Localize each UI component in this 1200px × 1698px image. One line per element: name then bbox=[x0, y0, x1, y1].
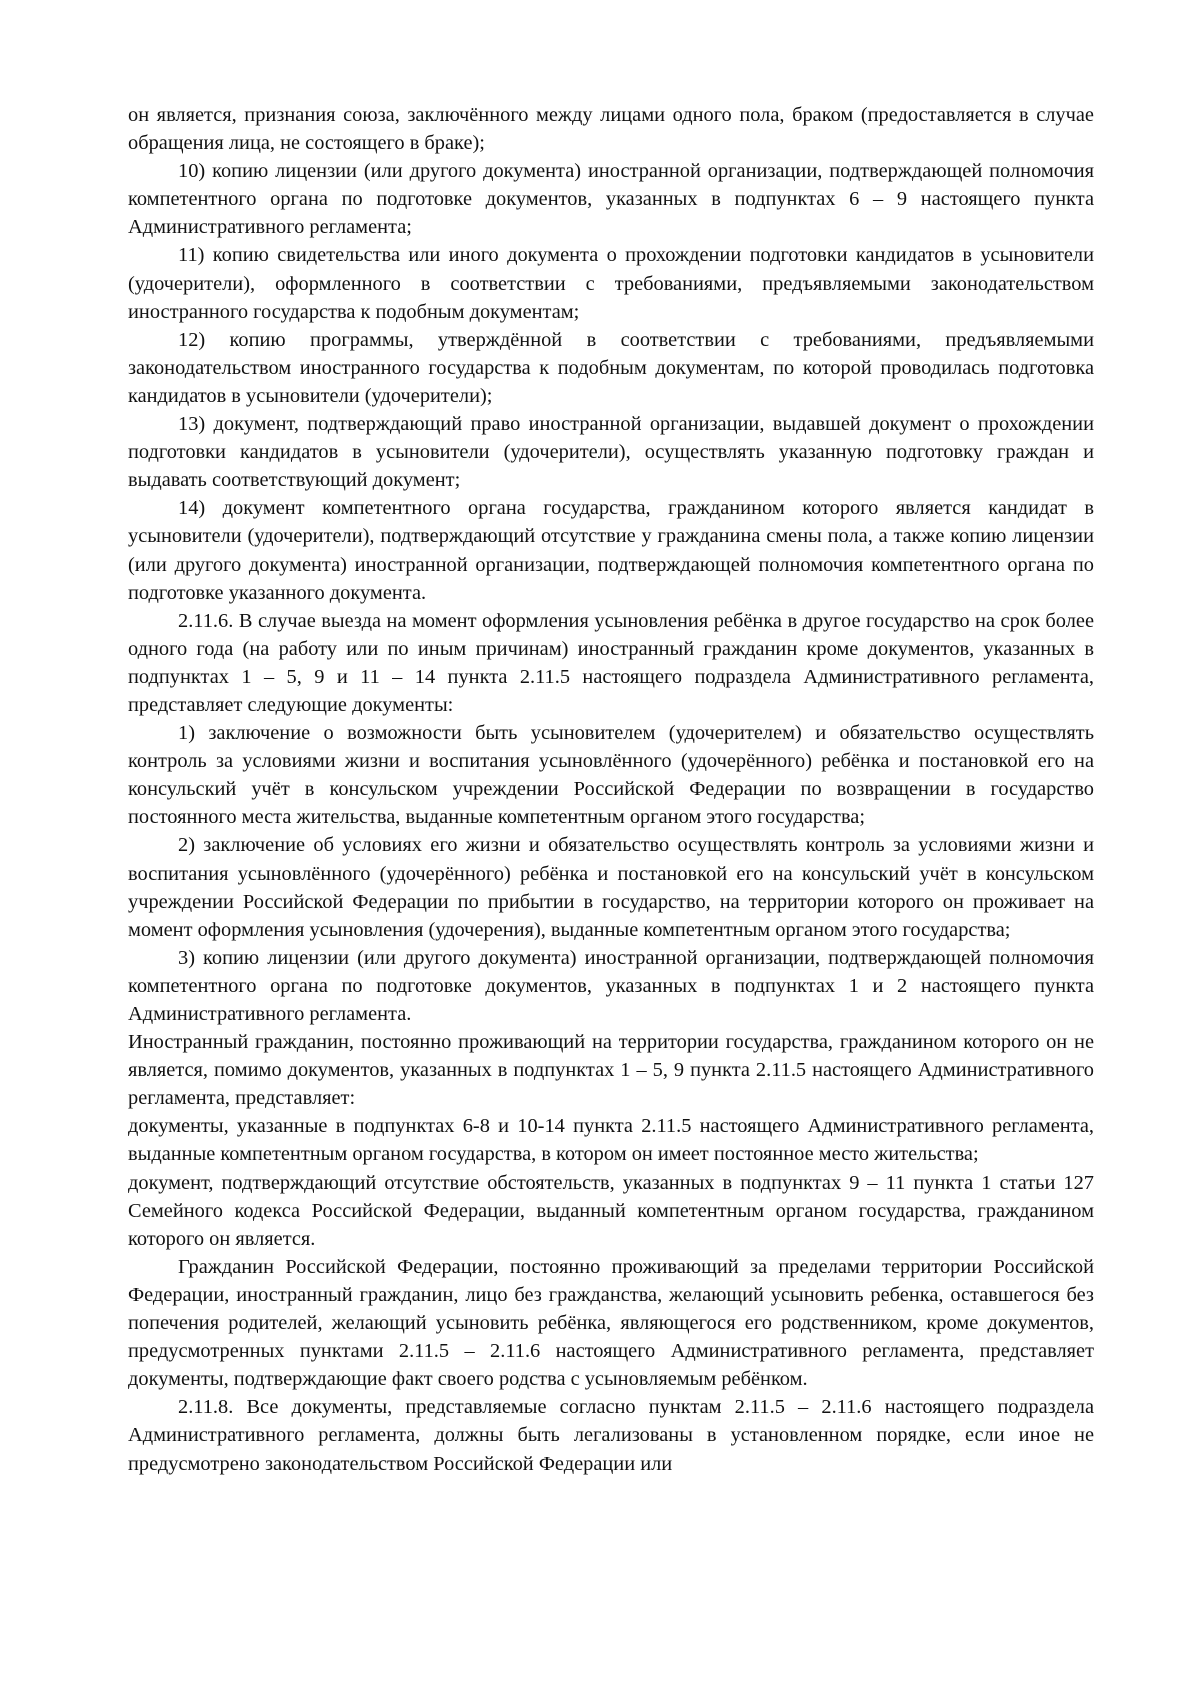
paragraph-subitem-2: 2) заключение об условиях его жизни и обязательство осуществлять контроль за условиями жизни и воспитания усыновлённого (удочерённого) ребёнка и постановкой его на консульский учёт в консульском учреждении Российской Федерации по прибытии в государство, на территории которого он проживает на момент оформления усыновления (удочерения), выданные компетентным органом этого государства; bbox=[128, 834, 1094, 941]
paragraph-documents-6-8: документы, указанные в подпунктах 6-8 и 10-14 пункта 2.11.5 настоящего Административного регламента, выданные компетентным органом государства, в котором он имеет постоянное место жительства; bbox=[128, 1115, 1094, 1166]
paragraph-subitem-1: 1) заключение о возможности быть усыновителем (удочерителем) и обязательство осуществлять контроль за условиями жизни и воспитания усыновлённого (удочерённого) ребёнка и постановкой его на консульский учёт в консульском учреждении Российской Федерации по возвращении в государство постоянного места жительства, выданные компетентным органом этого государства; bbox=[128, 722, 1094, 829]
paragraph-subitem-3: 3) копию лицензии (или другого документа) иностранной организации, подтверждающей полномочия компетентного органа по подготовке документов, указанных в подпунктах 1 и 2 настоящего пункта Административного регламента. bbox=[128, 946, 1094, 1025]
paragraph-foreign-citizen: Иностранный гражданин, постоянно проживающий на территории государства, гражданином которого он не является, помимо документов, указанных в подпунктах 1 – 5, 9 пункта 2.11.5 настоящего Административного регламента, представляет: bbox=[128, 1031, 1094, 1110]
paragraph-document-absence: документ, подтверждающий отсутствие обстоятельств, указанных в подпунктах 9 – 11 пункта 1 статьи 127 Семейного кодекса Российской Федерации, выданный компетентным органом государства, гражданином которого он является. bbox=[128, 1171, 1094, 1250]
paragraph-2-11-6: 2.11.6. В случае выезда на момент оформления усыновления ребёнка в другое государство на срок более одного года (на работу или по иным причинам) иностранный гражданин кроме документов, указанных в подпунктах 1 – 5, 9 и 11 – 14 пункта 2.11.5 настоящего подраздела Административного регламента, представляет следующие документы: bbox=[128, 609, 1094, 716]
paragraph-item-13: 13) документ, подтверждающий право иностранной организации, выдавшей документ о прохождении подготовки кандидатов в усыновители (удочерители), осуществлять указанную подготовку граждан и выдавать соответствующий документ; bbox=[128, 413, 1094, 492]
paragraph-item-14: 14) документ компетентного органа государства, гражданином которого является кандидат в усыновители (удочерители), подтверждающий отсутствие у гражданина смены пола, а также копию лицензии (или другого документа) иностранной организации, подтверждающей полномочия компетентного органа по подготовке указанного документа. bbox=[128, 497, 1094, 604]
paragraph-item-11: 11) копию свидетельства или иного документа о прохождении подготовки кандидатов в усыновители (удочерители), оформленного в соответствии с требованиями, предъявляемыми законодательством иностранного государства к подобным документам; bbox=[128, 244, 1094, 323]
paragraph-2-11-8: 2.11.8. Все документы, представляемые согласно пунктам 2.11.5 – 2.11.6 настоящего подраздела Административного регламента, должны быть легализованы в установленном порядке, если иное не предусмотрено законодательством Российской Федерации или bbox=[128, 1396, 1094, 1475]
paragraph-continuation: он является, признания союза, заключённого между лицами одного пола, браком (предоставляется в случае обращения лица, не состоящего в браке); bbox=[128, 104, 1094, 155]
paragraph-rf-citizen: Гражданин Российской Федерации, постоянно проживающий за пределами территории Российской Федерации, иностранный гражданин, лицо без гражданства, желающий усыновить ребенка, оставшегося без попечения родителей, желающий усыновить ребёнка, являющегося его родственником, кроме документов, предусмотренных пунктами 2.11.5 – 2.11.6 настоящего Административного регламента, представляет документы, подтверждающие факт своего родства с усыновляемым ребёнком. bbox=[128, 1255, 1094, 1391]
document-body bbox=[128, 101, 1094, 1478]
paragraph-item-10: 10) копию лицензии (или другого документа) иностранной организации, подтверждающей полномочия компетентного органа по подготовке документов, указанных в подпунктах 6 – 9 настоящего пункта Административного регламента; bbox=[128, 160, 1094, 239]
paragraph-item-12: 12) копию программы, утверждённой в соответствии с требованиями, предъявляемыми законодательством иностранного государства к подобным документам, по которой проводилась подготовка кандидатов в усыновители (удочерители); bbox=[128, 328, 1094, 407]
